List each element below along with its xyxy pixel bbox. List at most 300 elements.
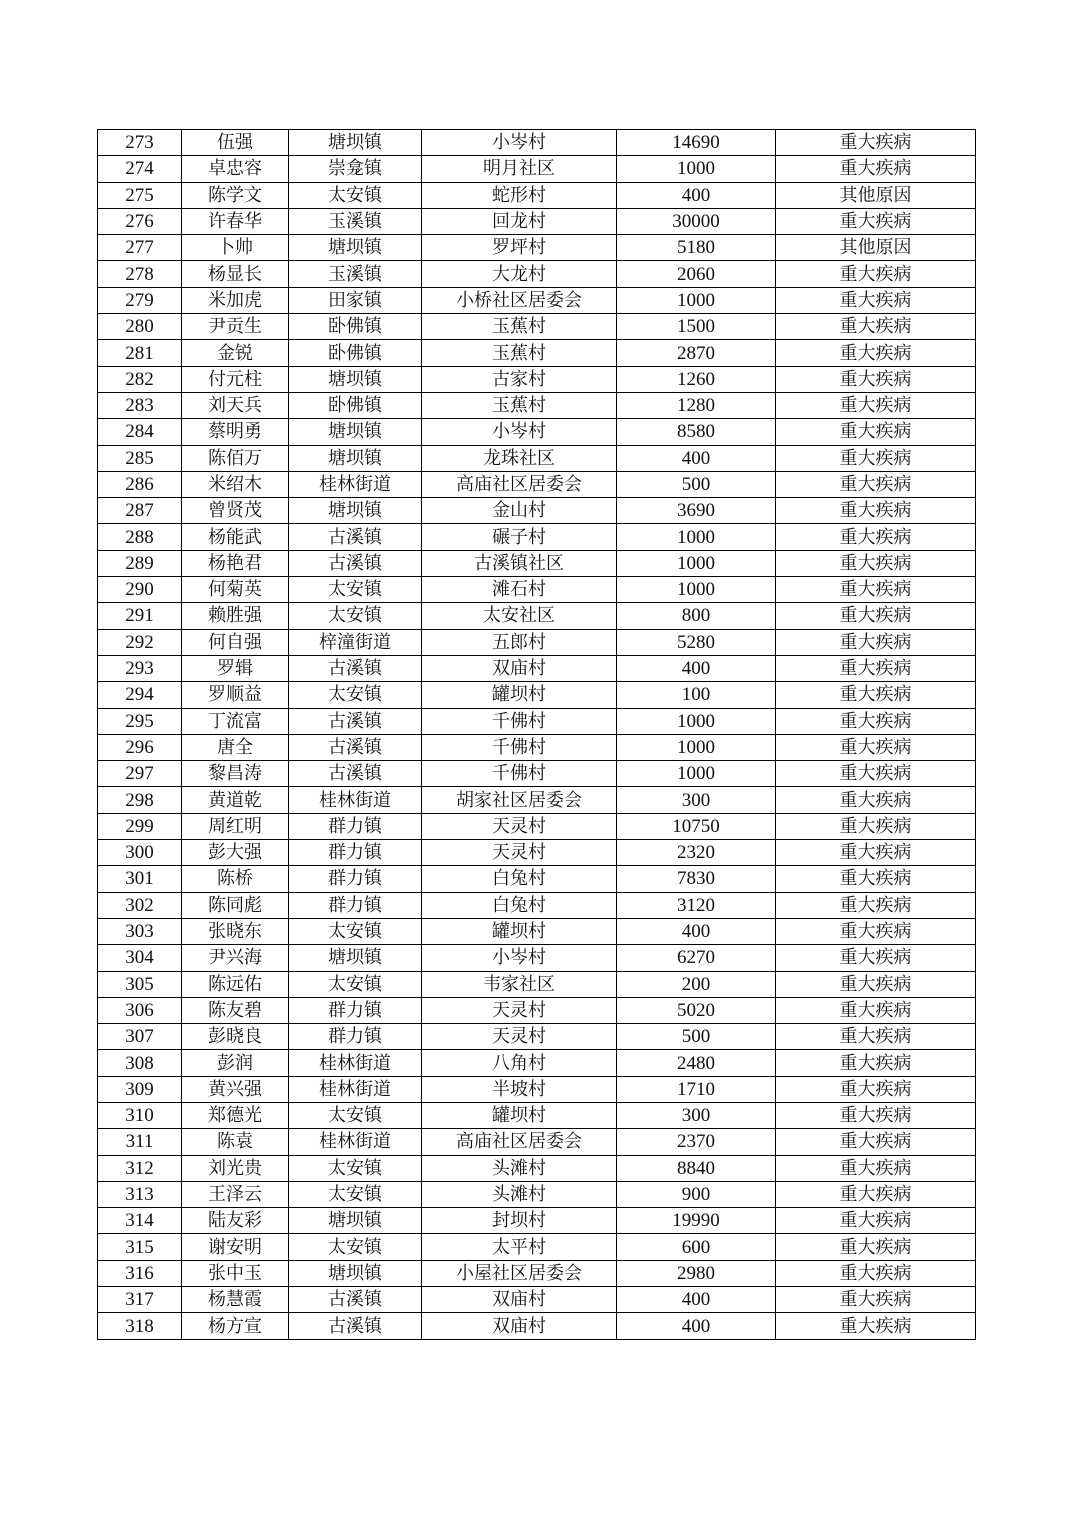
name-cell: 彭晓良: [182, 1024, 289, 1050]
town-cell: 田家镇: [289, 287, 422, 313]
reason-cell: 重大疾病: [776, 682, 976, 708]
row-number-cell: 277: [98, 235, 182, 261]
amount-cell: 800: [617, 603, 776, 629]
name-cell: 陈桥: [182, 866, 289, 892]
table-row: [98, 1287, 976, 1313]
town-cell: 玉溪镇: [289, 208, 422, 234]
name-cell: 陈远佑: [182, 971, 289, 997]
row-number-cell: 310: [98, 1102, 182, 1128]
town-cell: 卧佛镇: [289, 340, 422, 366]
name-cell: 尹兴海: [182, 945, 289, 971]
table-row: [98, 892, 976, 918]
village-cell: 金山村: [422, 498, 617, 524]
reason-cell: 重大疾病: [776, 813, 976, 839]
village-cell: 高庙社区居委会: [422, 1129, 617, 1155]
reason-cell: 重大疾病: [776, 1102, 976, 1128]
name-cell: 金锐: [182, 340, 289, 366]
reason-cell: 重大疾病: [776, 550, 976, 576]
table-body: [98, 130, 976, 1340]
amount-cell: 300: [617, 787, 776, 813]
row-number-cell: 285: [98, 445, 182, 471]
reason-cell: 重大疾病: [776, 734, 976, 760]
row-number-cell: 303: [98, 918, 182, 944]
reason-cell: 重大疾病: [776, 1234, 976, 1260]
reason-cell: 重大疾病: [776, 1050, 976, 1076]
town-cell: 古溪镇: [289, 761, 422, 787]
village-cell: 小岑村: [422, 419, 617, 445]
row-number-cell: 304: [98, 945, 182, 971]
town-cell: 古溪镇: [289, 708, 422, 734]
table-row: [98, 366, 976, 392]
town-cell: 太安镇: [289, 603, 422, 629]
reason-cell: 重大疾病: [776, 945, 976, 971]
amount-cell: 200: [617, 971, 776, 997]
amount-cell: 8580: [617, 419, 776, 445]
row-number-cell: 273: [98, 130, 182, 156]
town-cell: 崇龛镇: [289, 156, 422, 182]
town-cell: 古溪镇: [289, 734, 422, 760]
row-number-cell: 291: [98, 603, 182, 629]
town-cell: 卧佛镇: [289, 314, 422, 340]
reason-cell: 重大疾病: [776, 918, 976, 944]
reason-cell: 重大疾病: [776, 1155, 976, 1181]
town-cell: 群力镇: [289, 1024, 422, 1050]
row-number-cell: 296: [98, 734, 182, 760]
row-number-cell: 276: [98, 208, 182, 234]
town-cell: 塘坝镇: [289, 1260, 422, 1286]
town-cell: 玉溪镇: [289, 261, 422, 287]
village-cell: 玉蕉村: [422, 392, 617, 418]
village-cell: 龙珠社区: [422, 445, 617, 471]
village-cell: 玉蕉村: [422, 340, 617, 366]
row-number-cell: 297: [98, 761, 182, 787]
town-cell: 群力镇: [289, 840, 422, 866]
town-cell: 古溪镇: [289, 1313, 422, 1339]
amount-cell: 2320: [617, 840, 776, 866]
name-cell: 蔡明勇: [182, 419, 289, 445]
amount-cell: 7830: [617, 866, 776, 892]
table-row: [98, 130, 976, 156]
amount-cell: 400: [617, 182, 776, 208]
town-cell: 古溪镇: [289, 550, 422, 576]
village-cell: 小桥社区居委会: [422, 287, 617, 313]
village-cell: 封坝村: [422, 1208, 617, 1234]
amount-cell: 8840: [617, 1155, 776, 1181]
reason-cell: 重大疾病: [776, 1024, 976, 1050]
village-cell: 回龙村: [422, 208, 617, 234]
row-number-cell: 309: [98, 1076, 182, 1102]
row-number-cell: 295: [98, 708, 182, 734]
village-cell: 天灵村: [422, 1024, 617, 1050]
table-row: [98, 550, 976, 576]
reason-cell: 重大疾病: [776, 1208, 976, 1234]
row-number-cell: 305: [98, 971, 182, 997]
town-cell: 桂林街道: [289, 1076, 422, 1102]
amount-cell: 3120: [617, 892, 776, 918]
row-number-cell: 302: [98, 892, 182, 918]
amount-cell: 2870: [617, 340, 776, 366]
name-cell: 许春华: [182, 208, 289, 234]
name-cell: 王泽云: [182, 1181, 289, 1207]
village-cell: 罐坝村: [422, 918, 617, 944]
amount-cell: 400: [617, 918, 776, 944]
name-cell: 黎昌涛: [182, 761, 289, 787]
reason-cell: 重大疾病: [776, 130, 976, 156]
village-cell: 双庙村: [422, 1313, 617, 1339]
table-row: [98, 1208, 976, 1234]
name-cell: 刘光贵: [182, 1155, 289, 1181]
row-number-cell: 280: [98, 314, 182, 340]
row-number-cell: 306: [98, 997, 182, 1023]
name-cell: 陆友彩: [182, 1208, 289, 1234]
town-cell: 群力镇: [289, 813, 422, 839]
village-cell: 大龙村: [422, 261, 617, 287]
amount-cell: 1000: [617, 156, 776, 182]
town-cell: 太安镇: [289, 1234, 422, 1260]
row-number-cell: 300: [98, 840, 182, 866]
village-cell: 双庙村: [422, 655, 617, 681]
town-cell: 塘坝镇: [289, 945, 422, 971]
amount-cell: 2060: [617, 261, 776, 287]
amount-cell: 2980: [617, 1260, 776, 1286]
row-number-cell: 316: [98, 1260, 182, 1286]
reason-cell: 其他原因: [776, 235, 976, 261]
amount-cell: 2370: [617, 1129, 776, 1155]
reason-cell: 重大疾病: [776, 340, 976, 366]
amount-cell: 1000: [617, 287, 776, 313]
reason-cell: 重大疾病: [776, 603, 976, 629]
table-row: [98, 1050, 976, 1076]
amount-cell: 500: [617, 1024, 776, 1050]
name-cell: 陈佰万: [182, 445, 289, 471]
row-number-cell: 288: [98, 524, 182, 550]
name-cell: 彭润: [182, 1050, 289, 1076]
table-row: [98, 629, 976, 655]
row-number-cell: 275: [98, 182, 182, 208]
data-table: [97, 129, 976, 1340]
row-number-cell: 289: [98, 550, 182, 576]
amount-cell: 3690: [617, 498, 776, 524]
village-cell: 胡家社区居委会: [422, 787, 617, 813]
row-number-cell: 314: [98, 1208, 182, 1234]
name-cell: 唐全: [182, 734, 289, 760]
town-cell: 古溪镇: [289, 524, 422, 550]
village-cell: 白兔村: [422, 892, 617, 918]
amount-cell: 400: [617, 1313, 776, 1339]
town-cell: 古溪镇: [289, 1287, 422, 1313]
row-number-cell: 294: [98, 682, 182, 708]
name-cell: 周红明: [182, 813, 289, 839]
village-cell: 碾子村: [422, 524, 617, 550]
amount-cell: 1000: [617, 761, 776, 787]
reason-cell: 重大疾病: [776, 419, 976, 445]
name-cell: 陈学文: [182, 182, 289, 208]
row-number-cell: 307: [98, 1024, 182, 1050]
reason-cell: 其他原因: [776, 182, 976, 208]
amount-cell: 400: [617, 655, 776, 681]
table-row: [98, 182, 976, 208]
table-row: [98, 1155, 976, 1181]
table-row: [98, 787, 976, 813]
town-cell: 古溪镇: [289, 655, 422, 681]
reason-cell: 重大疾病: [776, 366, 976, 392]
row-number-cell: 286: [98, 471, 182, 497]
table-row: [98, 314, 976, 340]
reason-cell: 重大疾病: [776, 524, 976, 550]
town-cell: 卧佛镇: [289, 392, 422, 418]
village-cell: 千佛村: [422, 708, 617, 734]
name-cell: 米绍木: [182, 471, 289, 497]
town-cell: 群力镇: [289, 892, 422, 918]
reason-cell: 重大疾病: [776, 892, 976, 918]
reason-cell: 重大疾病: [776, 498, 976, 524]
row-number-cell: 283: [98, 392, 182, 418]
town-cell: 桂林街道: [289, 1050, 422, 1076]
reason-cell: 重大疾病: [776, 655, 976, 681]
amount-cell: 500: [617, 471, 776, 497]
table-row: [98, 1234, 976, 1260]
amount-cell: 10750: [617, 813, 776, 839]
reason-cell: 重大疾病: [776, 156, 976, 182]
town-cell: 太安镇: [289, 1181, 422, 1207]
village-cell: 千佛村: [422, 761, 617, 787]
reason-cell: 重大疾病: [776, 261, 976, 287]
name-cell: 郑德光: [182, 1102, 289, 1128]
name-cell: 何自强: [182, 629, 289, 655]
village-cell: 天灵村: [422, 997, 617, 1023]
reason-cell: 重大疾病: [776, 840, 976, 866]
amount-cell: 900: [617, 1181, 776, 1207]
row-number-cell: 274: [98, 156, 182, 182]
table-row: [98, 997, 976, 1023]
village-cell: 罐坝村: [422, 682, 617, 708]
village-cell: 高庙社区居委会: [422, 471, 617, 497]
amount-cell: 1000: [617, 734, 776, 760]
name-cell: 付元柱: [182, 366, 289, 392]
name-cell: 米加虎: [182, 287, 289, 313]
amount-cell: 1280: [617, 392, 776, 418]
table-row: [98, 392, 976, 418]
village-cell: 天灵村: [422, 840, 617, 866]
village-cell: 韦家社区: [422, 971, 617, 997]
table-row: [98, 734, 976, 760]
reason-cell: 重大疾病: [776, 208, 976, 234]
town-cell: 太安镇: [289, 1102, 422, 1128]
village-cell: 滩石村: [422, 577, 617, 603]
amount-cell: 5180: [617, 235, 776, 261]
table-row: [98, 1076, 976, 1102]
village-cell: 天灵村: [422, 813, 617, 839]
town-cell: 群力镇: [289, 997, 422, 1023]
table-row: [98, 971, 976, 997]
name-cell: 黄兴强: [182, 1076, 289, 1102]
village-cell: 五郎村: [422, 629, 617, 655]
row-number-cell: 299: [98, 813, 182, 839]
name-cell: 黄道乾: [182, 787, 289, 813]
name-cell: 杨艳君: [182, 550, 289, 576]
row-number-cell: 311: [98, 1129, 182, 1155]
table-row: [98, 156, 976, 182]
row-number-cell: 308: [98, 1050, 182, 1076]
name-cell: 刘天兵: [182, 392, 289, 418]
village-cell: 古溪镇社区: [422, 550, 617, 576]
reason-cell: 重大疾病: [776, 708, 976, 734]
row-number-cell: 298: [98, 787, 182, 813]
amount-cell: 5280: [617, 629, 776, 655]
reason-cell: 重大疾病: [776, 577, 976, 603]
amount-cell: 19990: [617, 1208, 776, 1234]
table-row: [98, 840, 976, 866]
town-cell: 桂林街道: [289, 1129, 422, 1155]
town-cell: 太安镇: [289, 1155, 422, 1181]
village-cell: 罗坪村: [422, 235, 617, 261]
table-row: [98, 655, 976, 681]
table-row: [98, 761, 976, 787]
amount-cell: 5020: [617, 997, 776, 1023]
amount-cell: 1260: [617, 366, 776, 392]
table-row: [98, 235, 976, 261]
name-cell: 卜帅: [182, 235, 289, 261]
name-cell: 陈同彪: [182, 892, 289, 918]
village-cell: 头滩村: [422, 1181, 617, 1207]
name-cell: 陈友碧: [182, 997, 289, 1023]
name-cell: 赖胜强: [182, 603, 289, 629]
village-cell: 小岑村: [422, 945, 617, 971]
amount-cell: 600: [617, 1234, 776, 1260]
name-cell: 张晓东: [182, 918, 289, 944]
table-row: [98, 261, 976, 287]
reason-cell: 重大疾病: [776, 1260, 976, 1286]
name-cell: 彭大强: [182, 840, 289, 866]
reason-cell: 重大疾病: [776, 997, 976, 1023]
name-cell: 陈袁: [182, 1129, 289, 1155]
row-number-cell: 281: [98, 340, 182, 366]
table-row: [98, 1102, 976, 1128]
table-row: [98, 1313, 976, 1339]
village-cell: 太安社区: [422, 603, 617, 629]
amount-cell: 1710: [617, 1076, 776, 1102]
village-cell: 明月社区: [422, 156, 617, 182]
town-cell: 塘坝镇: [289, 445, 422, 471]
name-cell: 杨慧霞: [182, 1287, 289, 1313]
name-cell: 卓忠容: [182, 156, 289, 182]
table-row: [98, 577, 976, 603]
row-number-cell: 315: [98, 1234, 182, 1260]
name-cell: 罗辑: [182, 655, 289, 681]
town-cell: 太安镇: [289, 918, 422, 944]
village-cell: 玉蕉村: [422, 314, 617, 340]
amount-cell: 14690: [617, 130, 776, 156]
village-cell: 头滩村: [422, 1155, 617, 1181]
table-row: [98, 682, 976, 708]
town-cell: 桂林街道: [289, 471, 422, 497]
town-cell: 塘坝镇: [289, 366, 422, 392]
village-cell: 小岑村: [422, 130, 617, 156]
amount-cell: 1000: [617, 577, 776, 603]
town-cell: 太安镇: [289, 682, 422, 708]
reason-cell: 重大疾病: [776, 1181, 976, 1207]
table-row: [98, 445, 976, 471]
amount-cell: 400: [617, 445, 776, 471]
table-row: [98, 603, 976, 629]
town-cell: 群力镇: [289, 866, 422, 892]
reason-cell: 重大疾病: [776, 471, 976, 497]
village-cell: 蛇形村: [422, 182, 617, 208]
reason-cell: 重大疾病: [776, 1129, 976, 1155]
name-cell: 罗顺益: [182, 682, 289, 708]
name-cell: 谢安明: [182, 1234, 289, 1260]
row-number-cell: 318: [98, 1313, 182, 1339]
town-cell: 太安镇: [289, 971, 422, 997]
name-cell: 张中玉: [182, 1260, 289, 1286]
amount-cell: 1000: [617, 708, 776, 734]
amount-cell: 300: [617, 1102, 776, 1128]
table-row: [98, 1260, 976, 1286]
town-cell: 塘坝镇: [289, 235, 422, 261]
amount-cell: 1000: [617, 550, 776, 576]
row-number-cell: 290: [98, 577, 182, 603]
village-cell: 半坡村: [422, 1076, 617, 1102]
row-number-cell: 313: [98, 1181, 182, 1207]
table-row: [98, 340, 976, 366]
town-cell: 桂林街道: [289, 787, 422, 813]
village-cell: 八角村: [422, 1050, 617, 1076]
name-cell: 杨显长: [182, 261, 289, 287]
amount-cell: 6270: [617, 945, 776, 971]
row-number-cell: 292: [98, 629, 182, 655]
village-cell: 太平村: [422, 1234, 617, 1260]
name-cell: 尹贡生: [182, 314, 289, 340]
table-row: [98, 1024, 976, 1050]
reason-cell: 重大疾病: [776, 866, 976, 892]
row-number-cell: 282: [98, 366, 182, 392]
reason-cell: 重大疾病: [776, 314, 976, 340]
village-cell: 罐坝村: [422, 1102, 617, 1128]
table-row: [98, 1129, 976, 1155]
name-cell: 伍强: [182, 130, 289, 156]
village-cell: 双庙村: [422, 1287, 617, 1313]
town-cell: 太安镇: [289, 182, 422, 208]
town-cell: 塘坝镇: [289, 498, 422, 524]
amount-cell: 400: [617, 1287, 776, 1313]
town-cell: 塘坝镇: [289, 419, 422, 445]
reason-cell: 重大疾病: [776, 392, 976, 418]
village-cell: 千佛村: [422, 734, 617, 760]
table-row: [98, 498, 976, 524]
reason-cell: 重大疾病: [776, 445, 976, 471]
name-cell: 丁流富: [182, 708, 289, 734]
reason-cell: 重大疾病: [776, 1287, 976, 1313]
amount-cell: 1500: [617, 314, 776, 340]
table-row: [98, 813, 976, 839]
row-number-cell: 279: [98, 287, 182, 313]
table-row: [98, 866, 976, 892]
table-row: [98, 419, 976, 445]
reason-cell: 重大疾病: [776, 761, 976, 787]
village-cell: 古家村: [422, 366, 617, 392]
table-row: [98, 708, 976, 734]
row-number-cell: 284: [98, 419, 182, 445]
row-number-cell: 278: [98, 261, 182, 287]
amount-cell: 100: [617, 682, 776, 708]
reason-cell: 重大疾病: [776, 787, 976, 813]
table-row: [98, 524, 976, 550]
reason-cell: 重大疾病: [776, 287, 976, 313]
table-row: [98, 208, 976, 234]
town-cell: 梓潼街道: [289, 629, 422, 655]
row-number-cell: 287: [98, 498, 182, 524]
table-row: [98, 287, 976, 313]
